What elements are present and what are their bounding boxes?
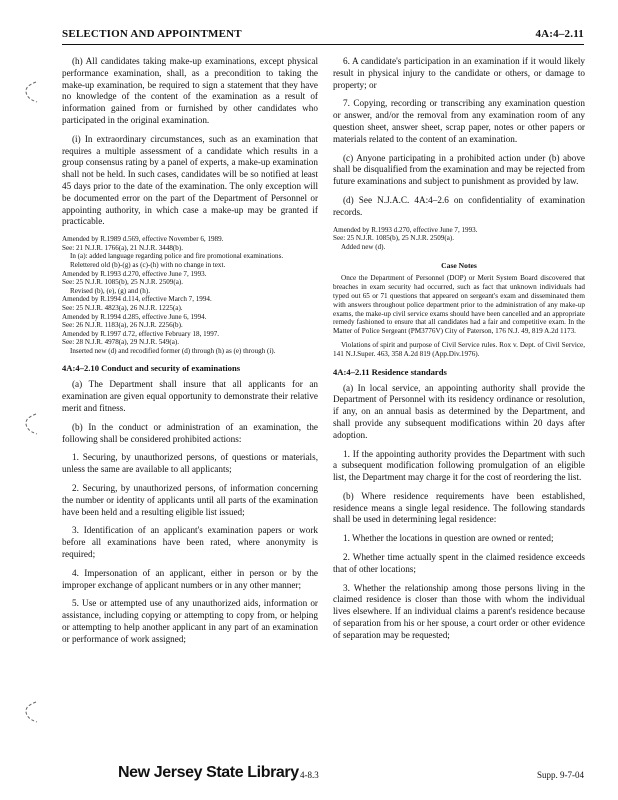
list-item: 1. Whether the locations in question are owned or rented;: [343, 533, 554, 544]
paragraph-c: (c) Anyone participating in a prohibited action under (b) above shall be disqualified from the examination and may be rejected from future examinations and subject to punishment as provided by law.: [333, 152, 585, 187]
running-header: [62, 26, 584, 45]
paragraph-d: (d) See N.J.A.C. 4A:4–2.6 on confidentiality of examination records.: [333, 194, 585, 217]
list-item: 2. Whether time actually spent in the claimed residence exceeds that of other locations;: [333, 552, 585, 574]
list-item: 1. If the appointing authority provides the Department with such a subsequent modification following promulgation of an eligible list, the Department may charge it for the cost of reordering the list.: [333, 448, 585, 483]
list-item: 5. Use or attempted use of any unauthorized aids, information or assistance, including copying or attempting to copy from, or helping or attempting to help another applicant in any part of an examination or performance of work assigned;: [62, 598, 318, 644]
list-item: 2. Securing, by unauthorized persons, of information concerning the number or identity of applicants until all parts of the examination have been held and a resulting eligible list issued;: [62, 483, 318, 517]
history-line: Amended by R.1994 d.285, effective June 6, 1994.: [62, 312, 207, 321]
page-number: 4-8.3: [300, 770, 319, 780]
header-section-number: 4A:4–2.11: [535, 28, 584, 40]
paragraph-b: (b) In the conduct or administration of an examination, the following shall be considered prohibited actions:: [62, 421, 318, 444]
history-note: [62, 235, 318, 355]
supplement-date: Supp. 9-7-04: [537, 770, 584, 780]
list-item: 4. Impersonation of an applicant, either in person or by the improper exchange of applicant numbers or in any other manner;: [62, 567, 318, 590]
case-note: Once the Department of Personnel (DOP) or Merit System Board discovered that breaches in exam security had occurred, such as fact that unknown individuals had typed out 65 or 71 questions that appeared on sergeant's exam and disseminated them with answers throughout police department prior to the administration of any make-up exams, the make-up civil service exams should have been cancelled and an appropriate remedy fashioned to ensure that all candidates had a fair and competitive exam. In the Matter of Police Sergeant (PM3776V) City of Paterson, 176 N.J. 49, 819 A.2d 1173.: [333, 274, 585, 336]
library-stamp: New Jersey State Library: [118, 764, 299, 781]
list-item: 1. Securing, by unauthorized persons, of questions or materials, unless the same are available to all applicants;: [62, 452, 318, 475]
list-item: 7. Copying, recording or transcribing any examination question or answer, and/or the removal from any examination room of any question sheet, answer sheet, scrap paper, notes or other papers or materials related to the content of an examination.: [333, 98, 585, 144]
history-line: Relettered old (b)-(g) as (c)-(h) with no change in text.: [70, 260, 226, 269]
paragraph-b: (b) Where residence requirements have been established, residence means a single legal residence. The following standards shall be used in determining legal residence:: [333, 490, 585, 525]
history-line: Added new (d).: [341, 242, 386, 251]
history-line: Revised (b), (e), (g) and (h).: [70, 286, 150, 295]
history-line: Amended by R.1993 d.270, effective June 7, 1993.: [62, 269, 207, 278]
history-line: Amended by R.1993 d.270, effective June 7, 1993.: [333, 225, 478, 234]
list-item: 3. Whether the relationship among those persons living in the claimed residence is closer than those with whom the individual lives elsewhere. If an individual claims a parent's residence because of separation from his or her spouse, a court order or other evidence of separation may be requested;: [333, 582, 585, 640]
history-line: See: 26 N.J.R. 1183(a), 26 N.J.R. 2256(b).: [62, 321, 183, 330]
list-item: 3. Identification of an applicant's examination papers or work before all examinations have been rated, where anonymity is required;: [62, 525, 318, 560]
history-line: See: 25 N.J.R. 4823(a), 26 N.J.R. 1225(a).: [62, 303, 183, 312]
page-footer: [0, 764, 618, 788]
history-line: Amended by R.1994 d.114, effective March 7, 1994.: [62, 295, 212, 304]
case-notes-heading: Case Notes: [441, 261, 477, 271]
case-note: Violations of spirit and purpose of Civil Service rules. Rox v. Dept. of Civil Service, 141 N.J.Super. 463, 358 A.2d 819 (App.Div.1976).: [333, 340, 585, 358]
history-line: Amended by R.1989 d.569, effective November 6, 1989.: [62, 235, 224, 244]
section-heading: 4A:4–2.10 Conduct and security of examinations: [62, 363, 241, 374]
history-line: See: 25 N.J.R. 1085(b), 25 N.J.R. 2509(a).: [62, 278, 183, 287]
punch-hole-mark: [22, 412, 42, 436]
history-line: See: 28 N.J.R. 4978(a), 29 N.J.R. 549(a).: [62, 338, 180, 347]
history-line: See: 21 N.J.R. 1766(a), 21 N.J.R. 3448(b).: [62, 243, 183, 252]
history-line: See: 25 N.J.R. 1085(b), 25 N.J.R. 2509(a).: [333, 234, 454, 243]
punch-hole-mark: [22, 80, 42, 104]
history-line: Amended by R.1997 d.72, effective February 18, 1997.: [62, 329, 220, 338]
left-column: [62, 56, 318, 653]
history-note: [333, 226, 585, 252]
history-line: Inserted new (d) and recodified former (d) through (h) as (e) through (i).: [70, 346, 276, 355]
header-chapter-title: SELECTION AND APPOINTMENT: [62, 28, 242, 40]
section-heading: 4A:4–2.11 Residence standards: [333, 366, 447, 377]
paragraph-i: (i) In extraordinary circumstances, such as an examination that requires a multiple assessment of a candidate which results in a group consensus rating by a panel of experts, a make-up examination shall not be held. In such cases, candidates will be so notified at least 45 days prior to the date of the examination. The only exception will be documented error on the part of the Department of Personnel or appointing authority, in which case a make-up may be granted if practicable.: [62, 133, 318, 227]
history-line: In (a): added language regarding police and fire promotional examinations.: [70, 252, 284, 261]
paragraph-a: (a) In local service, an appointing authority shall provide the Department of Personnel with its residency ordinance or resolution, if any, on an annual basis as determined by the Department, and shall provide any subsequent modifications within 20 days after adoption.: [333, 382, 585, 440]
right-column: [333, 56, 585, 649]
paragraph-a: (a) The Department shall insure that all applicants for an examination are given equal opportunity to demonstrate their relative merit and fitness.: [62, 379, 318, 414]
list-item: 6. A candidate's participation in an examination if it would likely result in physical injury to the candidate or others, or damage to property; or: [333, 56, 585, 90]
paragraph-h: (h) All candidates taking make-up examinations, except physical performance examination, shall, as a precondition to taking the make-up examination, be required to sign a statement that they have no knowledge of the content of the examination as a result of information gained from or furnished by other candidates who participated in the original examination.: [62, 56, 318, 125]
punch-hole-mark: [22, 700, 42, 724]
